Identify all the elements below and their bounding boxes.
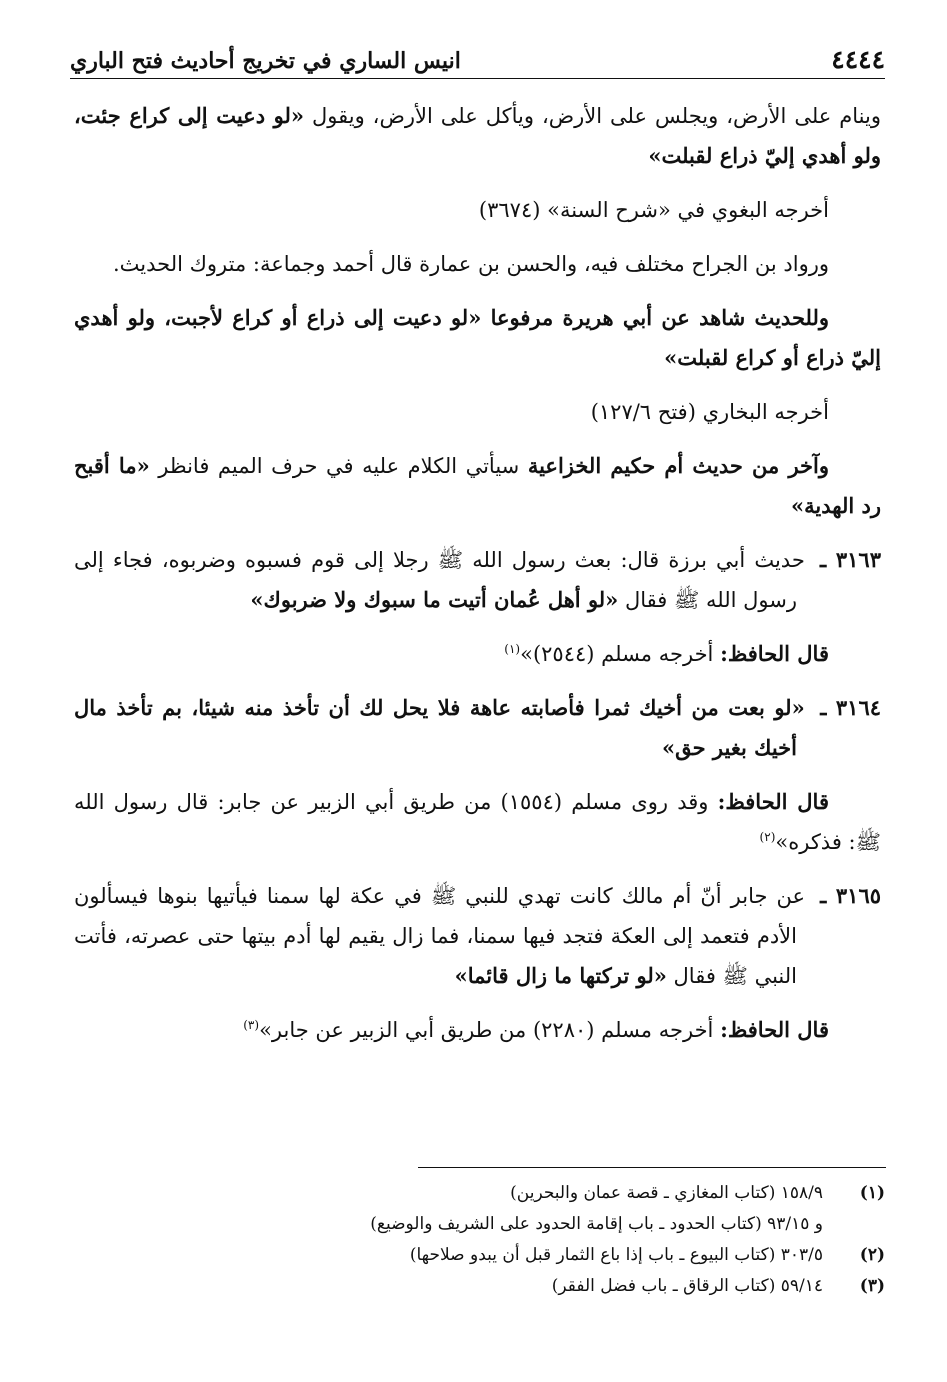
footnote-mark: (٢) <box>859 1245 885 1265</box>
paragraph-1 <box>74 96 881 176</box>
entry-3163-hafiz <box>74 634 881 674</box>
footnote-ref: (٣) <box>243 1018 260 1032</box>
running-header <box>70 34 885 74</box>
footnote-ref: (٢) <box>759 830 776 844</box>
footnote-text: ٥٩/١٤ (كتاب الرقاق ـ باب فضل الفقر) <box>551 1276 823 1296</box>
entry-3163 <box>74 540 881 620</box>
hafiz-label: قال الحافظ: <box>717 789 829 814</box>
entry-3165-quote: «لو تركتها ما زال قائما» <box>454 963 667 988</box>
footnote-mark: (٣) <box>859 1276 885 1296</box>
footnote-text: و ٩٣/١٥ (كتاب الحدود ـ باب إقامة الحدود على الشريف والوضيع) <box>370 1214 823 1234</box>
footnote-1-continued <box>74 1209 885 1240</box>
paragraph-3: ورواد بن الجراح مختلف فيه، والحسن بن عمارة قال أحمد وجماعة: متروك الحديث. <box>112 252 829 276</box>
footnote-text: ٣٠٣/٥ (كتاب البيوع ـ باب إذا باع الثمار قبل أن يبدو صلاحها) <box>409 1245 823 1265</box>
hafiz-text: وقد روى مسلم (١٥٥٤) من طريق أبي الزبير عن جابر: قال رسول الله ﷺ: فذكره» <box>74 790 881 854</box>
footnote-ref: (١) <box>504 642 521 656</box>
paragraph-6-text: سيأتي الكلام عليه في حرف الميم فانظر <box>158 454 520 478</box>
entry-3163-text: حديث أبي برزة قال: بعث رسول الله ﷺ رجلا إلى قوم فسبوه وضربوه، فجاء إلى رسول الله ﷺ فقال <box>74 548 805 612</box>
hafiz-text: أخرجه مسلم (٢٥٤٤)» <box>520 642 714 666</box>
paragraph-1-quote: «لو دعيت إلى كراع جئت، ولو أهدي إليّ ذراع لقبلت» <box>74 103 881 168</box>
entry-3165-text: عن جابر أنّ أم مالك كانت تهدي للنبي ﷺ في عكة لها سمنا فيأتيها بنوها فيسألون الأدم فتعمد إلى العكة فتجد فيها سمنا، فما زال يقيم لها أدم بيتها حتى عصرته، فأتت النبي ﷺ فقال <box>74 884 806 988</box>
entry-3164-quote: «لو بعت من أخيك ثمرا فأصابته عاهة فلا يحل لك أن تأخذ منه شيئا، بم تأخذ مال أخيك بغير حق» <box>74 695 805 760</box>
footnote-rule <box>418 1167 886 1168</box>
paragraph-4: وللحديث شاهد عن أبي هريرة مرفوعا «لو دعيت إلى ذراع أو كراع لأجبت، ولو أهدي إليّ ذراع أو كراع لقبلت» <box>74 305 881 370</box>
footnote-2 <box>74 1240 885 1271</box>
entry-3163-number: ٣١٦٣ ـ <box>819 547 881 572</box>
entry-3164 <box>74 688 881 768</box>
footnote-mark: (١) <box>859 1183 885 1203</box>
entry-3163-quote: «لو أهل عُمان أتيت ما سبوك ولا ضربوك» <box>250 587 619 612</box>
paragraph-6-bold-b: «ما أقبح رد الهدية» <box>74 453 881 518</box>
paragraph-5: أخرجه البخاري (فتح ١٢٧/٦) <box>590 400 829 424</box>
page-number: ٤٤٤٤ <box>831 45 885 74</box>
paragraph-1-text: وينام على الأرض، ويجلس على الأرض، ويأكل على الأرض، ويقول <box>312 104 881 128</box>
hafiz-label: قال الحافظ: <box>720 641 829 666</box>
paragraph-6-bold-a: وآخر من حديث أم حكيم الخزاعية <box>527 453 829 478</box>
header-rule <box>70 78 885 79</box>
entry-3165-number: ٣١٦٥ ـ <box>820 883 882 908</box>
entry-3165 <box>74 876 881 996</box>
hafiz-label: قال الحافظ: <box>720 1017 829 1042</box>
footnote-text: ١٥٨/٩ (كتاب المغازي ـ قصة عمان والبحرين) <box>510 1183 823 1203</box>
paragraph-6 <box>74 446 881 526</box>
book-title: انيس الساري في تخريج أحاديث فتح الباري <box>70 48 461 74</box>
hafiz-text: أخرجه مسلم (٢٢٨٠) من طريق أبي الزبير عن جابر» <box>259 1018 714 1042</box>
entry-3164-hafiz <box>74 782 881 862</box>
footnote-3 <box>74 1271 885 1302</box>
footnote-1 <box>74 1178 885 1209</box>
entry-3165-hafiz <box>74 1010 881 1050</box>
paragraph-2: أخرجه البغوي في «شرح السنة» (٣٦٧٤) <box>478 198 829 222</box>
main-text <box>74 96 881 1064</box>
footnotes <box>74 1178 885 1302</box>
entry-3164-number: ٣١٦٤ ـ <box>820 695 882 720</box>
